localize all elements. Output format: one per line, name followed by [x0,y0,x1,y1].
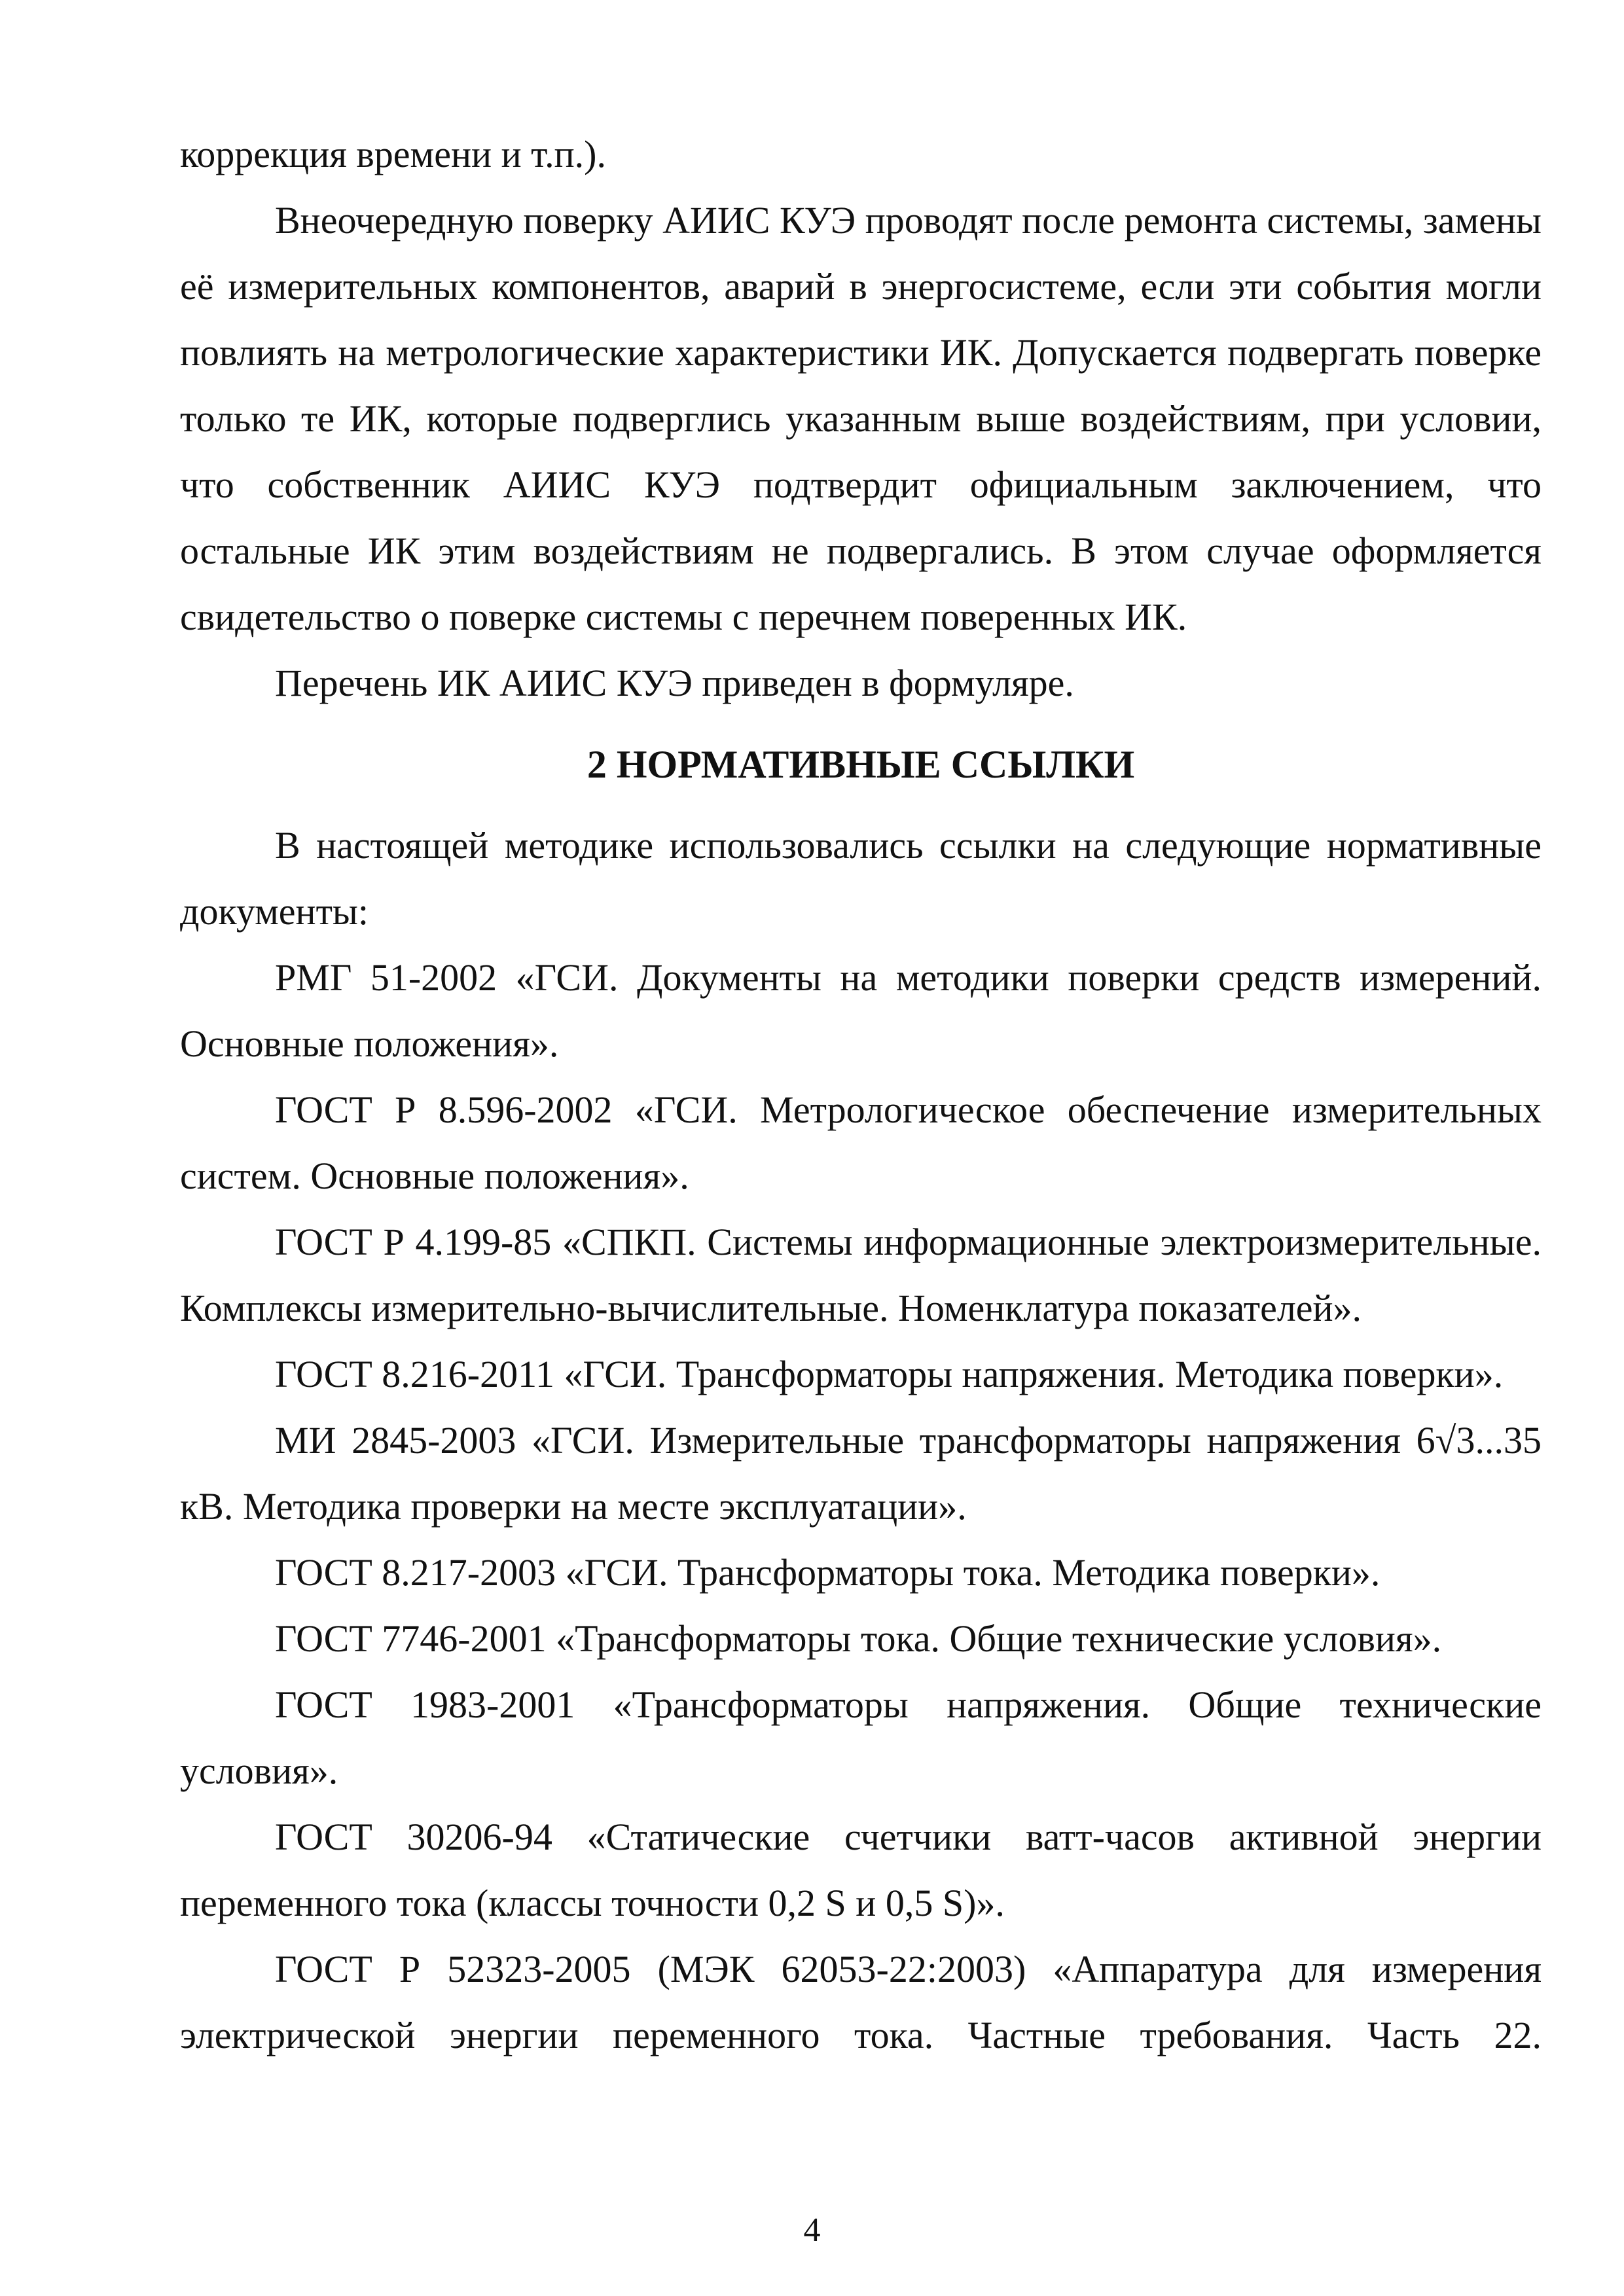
reference-item: ГОСТ Р 8.596-2002 «ГСИ. Метрологическое обеспечение измерительных систем. Основные положения». [180,1088,1542,1197]
reference-item: ГОСТ 1983-2001 «Трансформаторы напряжения. Общие технические условия». [180,1683,1542,1792]
continuation-text: коррекция времени и т.п.). [180,133,606,175]
page-body [180,121,1542,2068]
section-heading-normative-references: 2 НОРМАТИВНЫЕ ССЫЛКИ [586,743,1135,786]
page-number: 4 [803,2212,821,2249]
reference-item: ГОСТ 7746-2001 «Трансформаторы тока. Общие технические условия». [275,1617,1442,1660]
reference-item: ГОСТ Р 4.199-85 «СПКП. Системы информационные электроизмерительные. Комплексы измерительно-вычислительные. Номенклатура показателей». [180,1221,1542,1329]
reference-item: РМГ 51-2002 «ГСИ. Документы на методики поверки средств измерений. Основные положения». [180,956,1542,1065]
reference-item: МИ 2845-2003 «ГСИ. Измерительные трансформаторы напряжения 6√3...35 кВ. Методика проверки на месте эксплуатации». [180,1419,1542,1528]
paragraph-extraordinary-verification: Внеочередную поверку АИИС КУЭ проводят после ремонта системы, замены её измерительных компонентов, аварий в энергосистеме, если эти события могли повлиять на метрологические характеристики ИК. Допускается подвергать поверке только те ИК, которые подверглись указанным выше воздействиям, при условии, что собственник АИИС КУЭ подтвердит официальным заключением, что остальные ИК этим воздействиям не подвергались. В этом случае оформляется свидетельство о поверке системы с перечнем поверенных ИК. [180,199,1542,638]
reference-item: ГОСТ 8.217-2003 «ГСИ. Трансформаторы тока. Методика поверки». [275,1551,1380,1594]
paragraph-ik-list: Перечень ИК АИИС КУЭ приведен в формуляре. [275,662,1074,704]
section-intro: В настоящей методике использовались ссылки на следующие нормативные документы: [180,824,1542,933]
reference-item: ГОСТ 30206-94 «Статические счетчики ватт-часов активной энергии переменного тока (классы точности 0,2 S и 0,5 S)». [180,1816,1542,1924]
reference-item: ГОСТ Р 52323-2005 (МЭК 62053-22:2003) «Аппаратура для измерения электрической энергии переменного тока. Частные требования. Часть 22. [180,1948,1542,2056]
reference-item: ГОСТ 8.216-2011 «ГСИ. Трансформаторы напряжения. Методика поверки». [275,1353,1504,1395]
